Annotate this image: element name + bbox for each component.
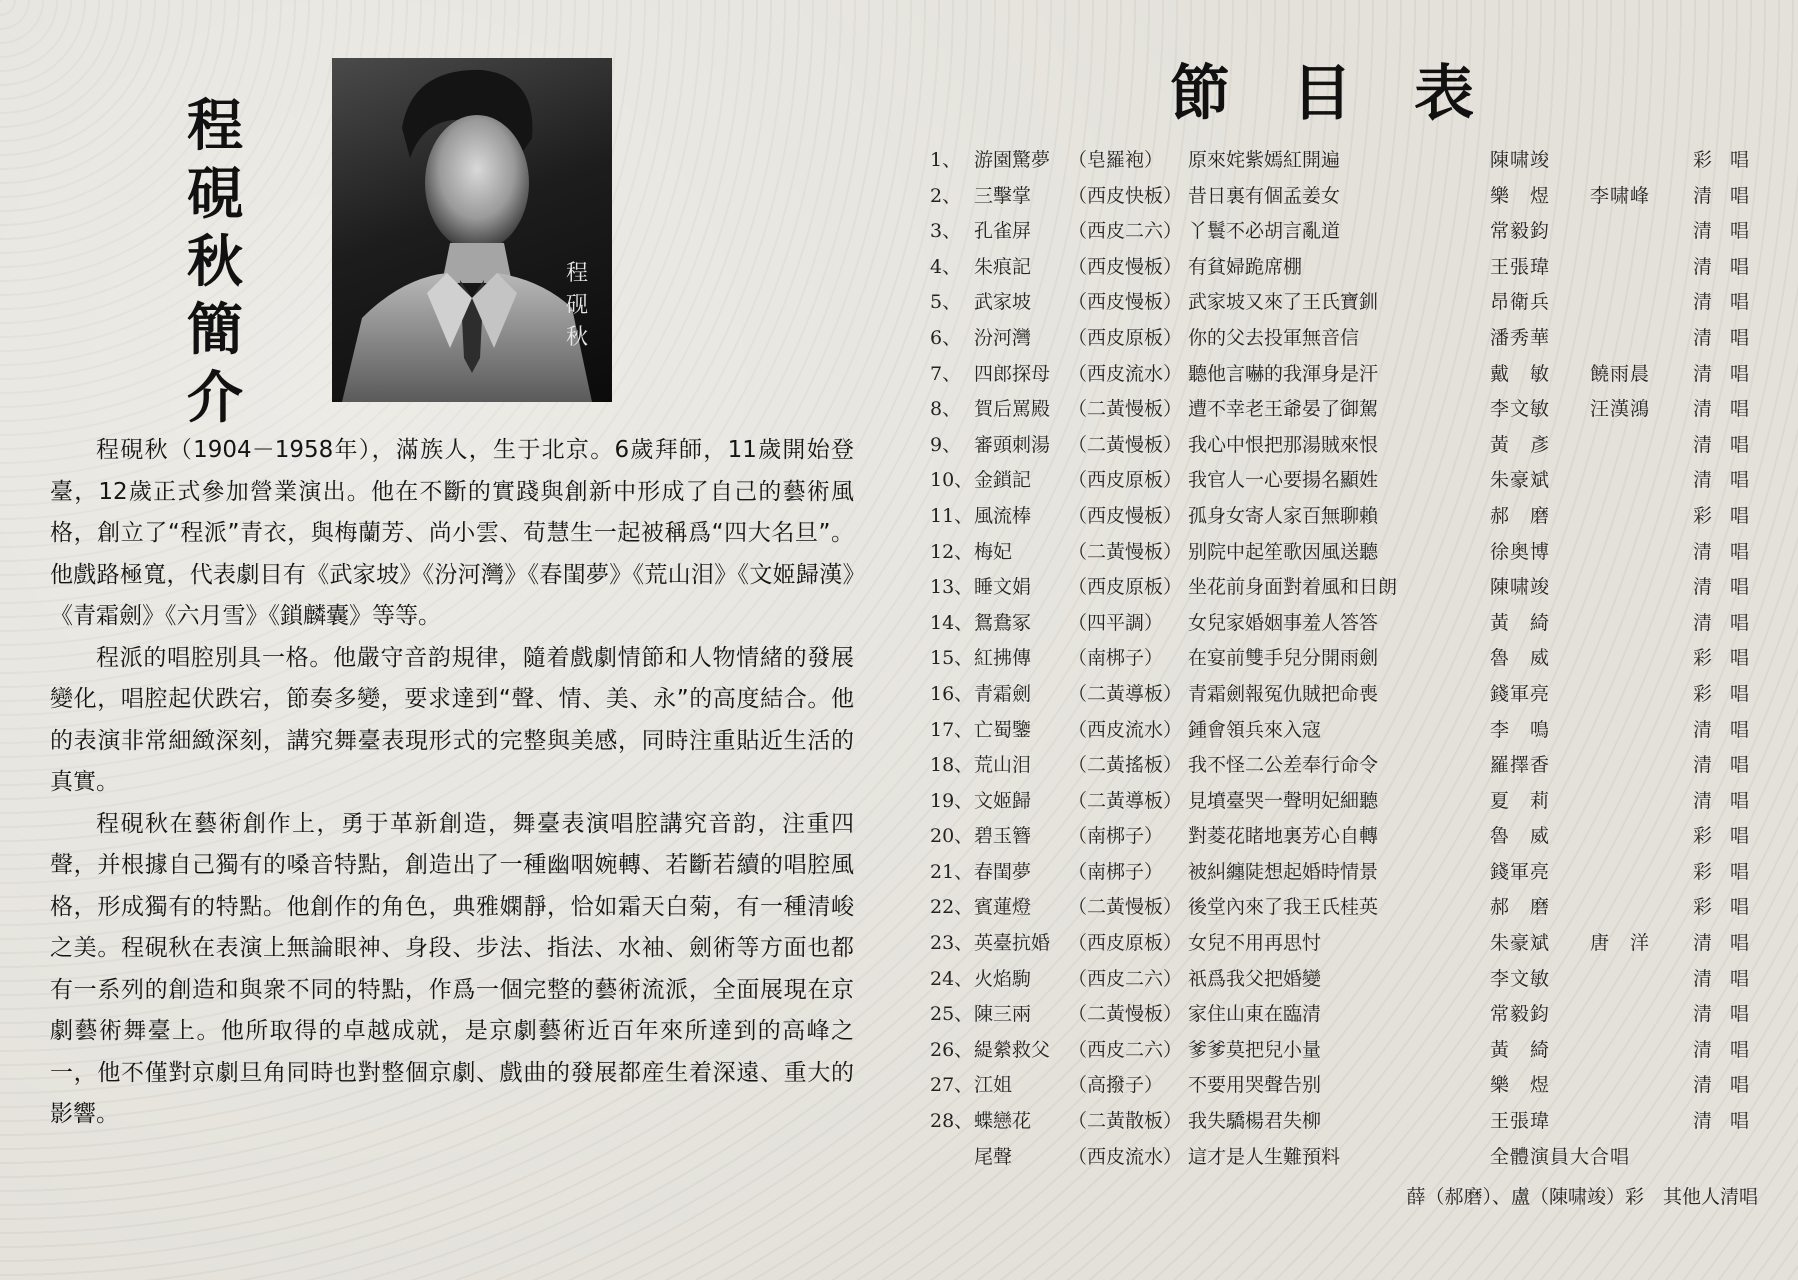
- program-tune: （西皮流水）: [1068, 718, 1183, 741]
- program-performer2: 唐 洋: [1590, 932, 1651, 955]
- program-performer: 李文敏: [1490, 967, 1551, 990]
- program-num: 7、: [930, 362, 962, 385]
- program-lyric: 我不怪二公差奉行命令: [1188, 754, 1379, 777]
- program-num: 11、: [930, 504, 974, 527]
- program-row: [930, 748, 1768, 784]
- program-row: [930, 285, 1768, 321]
- program-title: 游園驚夢: [974, 149, 1051, 171]
- program-tune: （西皮原板）: [1068, 469, 1183, 492]
- program-title: 審頭刺湯: [974, 433, 1051, 456]
- program-num: 18、: [930, 754, 974, 777]
- program-lyric: 青霜劍報冤仇賊把命喪: [1188, 682, 1379, 705]
- program-lyric: 家住山東在臨清: [1188, 1003, 1322, 1026]
- program-performer: 魯 威: [1490, 825, 1551, 848]
- program-title: 鴛鴦冢: [974, 611, 1032, 634]
- program-type: 清唱: [1693, 611, 1768, 634]
- program-num: 23、: [930, 932, 974, 955]
- program-num: 1、: [930, 149, 962, 171]
- program-lyric: 遭不幸老王爺晏了御駕: [1188, 398, 1379, 421]
- program-tune: （西皮原板）: [1068, 932, 1183, 955]
- title-char: 秋: [187, 229, 243, 295]
- program-tune: （二黃慢板）: [1068, 896, 1183, 919]
- program-type: 清唱: [1693, 1038, 1768, 1061]
- program-title: 江姐: [974, 1074, 1013, 1097]
- program-type: 彩唱: [1693, 860, 1768, 883]
- program-title: 文姬歸: [974, 789, 1032, 812]
- program-num: 24、: [930, 967, 974, 990]
- program-type: 清唱: [1693, 398, 1768, 421]
- program-footnote: 薛（郝磨）、盧（陳啸竣）彩 其他人清唱: [1406, 1186, 1758, 1208]
- program-type: 彩唱: [1693, 896, 1768, 919]
- program-row: [930, 357, 1768, 393]
- caption-char: 秋: [565, 325, 588, 350]
- program-type: 彩唱: [1693, 504, 1768, 527]
- program-performer: 戴 敏: [1490, 362, 1551, 385]
- program-num: 13、: [930, 576, 974, 599]
- program-performer: 夏 莉: [1490, 789, 1551, 812]
- program-row: [930, 463, 1768, 499]
- program-num: 19、: [930, 789, 974, 812]
- program-lyric: 有貧婦跪席棚: [1188, 255, 1303, 278]
- program-tune: （西皮慢板）: [1068, 504, 1183, 527]
- program-performer: 陳啸竣: [1490, 149, 1551, 171]
- program-num: 12、: [930, 540, 974, 563]
- program-tune: （二黃導板）: [1068, 682, 1183, 705]
- program-num: 17、: [930, 718, 974, 741]
- program-type: 清唱: [1693, 291, 1768, 314]
- program-performer: 黃 綺: [1490, 1038, 1551, 1061]
- program-num: 26、: [930, 1038, 974, 1061]
- program-performer: 羅擇香: [1490, 754, 1551, 777]
- program-num: 27、: [930, 1074, 974, 1097]
- program-title: 節目表: [1170, 59, 1536, 129]
- program-lyric: 你的父去投軍無音信: [1188, 326, 1360, 349]
- program-num: 8、: [930, 398, 962, 421]
- program-title: 金鎖記: [974, 469, 1032, 492]
- program-performer: 郝 磨: [1490, 504, 1551, 527]
- program-row: [930, 926, 1768, 962]
- program-tune: （西皮二六）: [1068, 967, 1183, 990]
- program-tune: （南梆子）: [1068, 825, 1164, 848]
- title-char: 程: [187, 93, 243, 159]
- program-num: 22、: [930, 896, 974, 919]
- program-tune: （二黃慢板）: [1068, 540, 1183, 563]
- program-tune: （皂羅袍）: [1068, 149, 1164, 171]
- program-lyric: 我心中恨把那湯賊來恨: [1188, 433, 1379, 456]
- program-type: 清唱: [1693, 220, 1768, 243]
- program-type: 清唱: [1693, 1074, 1768, 1097]
- program-row: [930, 855, 1768, 891]
- program-lyric: 後堂內來了我王氏桂英: [1188, 896, 1379, 919]
- program-row: [930, 179, 1768, 215]
- program-title: 三擊掌: [974, 184, 1032, 207]
- program-row: [930, 570, 1768, 606]
- program-title: 武家坡: [974, 291, 1032, 314]
- program-title: 緹縈救父: [974, 1038, 1051, 1061]
- program-row: [930, 392, 1768, 428]
- program-num: 15、: [930, 647, 974, 670]
- program-tune: （西皮原板）: [1068, 576, 1183, 599]
- program-lyric: 我失驕楊君失柳: [1188, 1110, 1322, 1133]
- program-type: 彩唱: [1693, 647, 1768, 670]
- program-row: [930, 962, 1768, 998]
- program-row: [930, 1140, 1760, 1176]
- program-performer: 朱豪斌: [1490, 932, 1551, 955]
- program-title: 碧玉簪: [974, 825, 1032, 848]
- program-num: 16、: [930, 682, 974, 705]
- program-performer: 錢軍亮: [1490, 682, 1551, 705]
- program-row: [930, 428, 1768, 464]
- program-lyric: 見墳臺哭一聲明妃細聽: [1188, 789, 1379, 812]
- program-performer: 魯 威: [1490, 647, 1551, 670]
- program-num: 3、: [930, 220, 962, 243]
- program-type: 彩唱: [1693, 149, 1768, 171]
- program-num: 5、: [930, 291, 962, 314]
- program-num: 6、: [930, 326, 962, 349]
- program-lyric: 祇爲我父把婚變: [1188, 967, 1322, 990]
- program-row: [930, 214, 1768, 250]
- program-title: 陳三兩: [974, 1003, 1032, 1026]
- program-title: 朱痕記: [974, 255, 1032, 278]
- program-performer: 王張瑋: [1490, 1110, 1551, 1133]
- program-performer: 樂 煜: [1490, 1074, 1551, 1097]
- program-lyric: 我官人一心要揚名顯姓: [1188, 469, 1379, 492]
- program-row: [930, 606, 1768, 642]
- program-tune: （西皮二六）: [1068, 220, 1183, 243]
- caption-char: 程: [565, 261, 588, 286]
- program-title: 蝶戀花: [974, 1110, 1032, 1133]
- title-char: 硯: [187, 161, 243, 227]
- program-performer: 黃 彥: [1490, 433, 1551, 456]
- program-title: 賀后罵殿: [974, 398, 1051, 421]
- program-type: 清唱: [1693, 932, 1768, 955]
- program-performer: 常毅鈞: [1490, 220, 1551, 243]
- program-type: 清唱: [1693, 326, 1768, 349]
- program-num: 9、: [930, 433, 962, 456]
- program-title: 梅妃: [974, 540, 1013, 563]
- program-title: 孔雀屏: [974, 220, 1032, 243]
- program-tune: （南梆子）: [1068, 647, 1164, 670]
- portrait-photo: [332, 58, 612, 402]
- program-type: 清唱: [1693, 255, 1768, 278]
- program-tune: （二黃慢板）: [1068, 398, 1183, 421]
- program-tune: （西皮流水）: [1068, 1145, 1183, 1168]
- program-title: 亡蜀鑒: [974, 718, 1032, 741]
- program-row: [930, 321, 1768, 357]
- biography-text: [50, 430, 854, 1136]
- program-tune: （西皮流水）: [1068, 362, 1183, 385]
- program-title: 尾聲: [974, 1145, 1013, 1168]
- program-lyric: 在宴前雙手兒分開雨劍: [1188, 647, 1379, 670]
- program-lyric: 原來姹紫嫣紅開遍: [1188, 149, 1341, 171]
- program-tune: （南梆子）: [1068, 860, 1164, 883]
- title-char: 介: [187, 365, 243, 431]
- program-performer2: 汪漢鴻: [1590, 398, 1651, 421]
- program-performer: 錢軍亮: [1490, 860, 1551, 883]
- program-type: 清唱: [1693, 754, 1768, 777]
- program-tune: （西皮二六）: [1068, 1038, 1183, 1061]
- program-type: 彩唱: [1693, 825, 1768, 848]
- program-lyric: 鍾會領兵來入寇: [1188, 718, 1322, 741]
- program-row: [930, 499, 1768, 535]
- program-title: 紅拂傳: [974, 647, 1032, 670]
- program-type: 清唱: [1693, 469, 1768, 492]
- program-performer2: 饒雨晨: [1590, 362, 1651, 385]
- program-title: 汾河灣: [974, 326, 1032, 349]
- program-row: [930, 1068, 1768, 1104]
- program-title: 英臺抗婚: [974, 932, 1051, 955]
- program-performer: 郝 磨: [1490, 896, 1551, 919]
- left-title: [180, 92, 250, 432]
- program-type: 清唱: [1693, 967, 1768, 990]
- program-tune: （二黃慢板）: [1068, 433, 1183, 456]
- program-title: 青霜劍: [974, 682, 1032, 705]
- program-row: [930, 713, 1768, 749]
- program-title: 荒山泪: [974, 754, 1032, 777]
- program-tune: （二黃慢板）: [1068, 1003, 1183, 1026]
- program-tune: （高撥子）: [1068, 1074, 1164, 1097]
- program-performer: 朱豪斌: [1490, 469, 1551, 492]
- program-num: 21、: [930, 860, 974, 883]
- program-list: [930, 143, 1768, 1175]
- program-performer2: 李啸峰: [1590, 184, 1651, 207]
- program-row: [930, 677, 1768, 713]
- program-performer: 李文敏: [1490, 398, 1551, 421]
- program-num: 2、: [930, 184, 962, 207]
- program-tune: （四平調）: [1068, 611, 1164, 634]
- caption-char: 砚: [565, 293, 588, 318]
- program-title: 風流棒: [974, 504, 1032, 527]
- program-type: 清唱: [1693, 1110, 1768, 1133]
- program-lyric: 聽他言嚇的我渾身是汗: [1188, 362, 1379, 385]
- program-title: 四郎探母: [974, 362, 1051, 385]
- program-title: 火焰駒: [974, 967, 1032, 990]
- program-num: 20、: [930, 825, 974, 848]
- photo-caption: [562, 258, 592, 354]
- program-lyric: 爹爹莫把兒小量: [1188, 1038, 1322, 1061]
- program-tune: （西皮慢板）: [1068, 291, 1183, 314]
- bio-paragraph: 程硯秋（1904－1958年），滿族人，生于北京。6歲拜師，11歲開始登臺，12歲正式參加營業演出。他在不斷的實踐與創新中形成了自己的藝術風格，創立了“程派”青衣，與梅蘭芳、尚小雲、荀慧生一起被稱爲“四大名旦”。他戲路極寬，代表劇目有《武家坡》《汾河灣》《春閨夢》《荒山泪》《文姬歸漢》《青霜劍》《六月雪》《鎖麟囊》等等。: [50, 437, 854, 629]
- program-lyric: 被糾纏陡想起婚時情景: [1188, 860, 1379, 883]
- program-title: 春閨夢: [974, 860, 1032, 883]
- program-tune: （西皮原板）: [1068, 326, 1183, 349]
- program-performer: 樂 煜: [1490, 184, 1551, 207]
- program-type: 清唱: [1693, 789, 1768, 812]
- program-row: [930, 819, 1768, 855]
- program-row: [930, 1033, 1768, 1069]
- program-performer: 常毅鈞: [1490, 1003, 1551, 1026]
- program-row: [930, 890, 1768, 926]
- program-num: 4、: [930, 255, 962, 278]
- program-type: 清唱: [1693, 576, 1768, 599]
- program-type: 清唱: [1693, 362, 1768, 385]
- program-lyric: 孤身女寄人家百無聊賴: [1188, 504, 1379, 527]
- program-performer: 全體演員大合唱: [1490, 1145, 1631, 1168]
- program-row: [930, 1104, 1768, 1140]
- program-lyric: 昔日裏有個孟姜女: [1188, 184, 1341, 207]
- program-lyric: 不要用哭聲告别: [1188, 1074, 1322, 1097]
- program-type: 清唱: [1693, 540, 1768, 563]
- program-type: 清唱: [1693, 433, 1768, 456]
- program-row: [930, 997, 1768, 1033]
- program-tune: （二黃搖板）: [1068, 754, 1183, 777]
- program-performer: 潘秀華: [1490, 326, 1551, 349]
- program-title: 睡文娟: [974, 576, 1032, 599]
- program-tune: （西皮快板）: [1068, 184, 1183, 207]
- program-tune: （二黃散板）: [1068, 1110, 1183, 1133]
- program-performer: 陳啸竣: [1490, 576, 1551, 599]
- program-title: 賓蓮燈: [974, 896, 1032, 919]
- program-row: [930, 641, 1768, 677]
- program-performer: 李 鳴: [1490, 718, 1551, 741]
- program-type: 清唱: [1693, 718, 1768, 741]
- program-lyric: 這才是人生難預料: [1188, 1145, 1341, 1168]
- program-row: [930, 250, 1768, 286]
- program-num: 25、: [930, 1003, 974, 1026]
- bio-paragraph: 程派的唱腔別具一格。他嚴守音韵規律，隨着戲劇情節和人物情緒的發展變化，唱腔起伏跌宕，節奏多變，要求達到“聲、情、美、永”的高度結合。他的表演非常細緻深刻，講究舞臺表現形式的完整與美感，同時注重貼近生活的真實。: [50, 644, 854, 795]
- bio-paragraph: 程硯秋在藝術創作上，勇于革新創造，舞臺表演唱腔講究音韵，注重四聲，并根據自己獨有的嗓音特點，創造出了一種幽咽婉轉、若斷若續的唱腔風格，形成獨有的特點。他創作的角色，典雅嫻靜，恰如霜天白菊，有一種清峻之美。程硯秋在表演上無論眼神、身段、步法、指法、水袖、劍術等方面也都有一系列的創造和與衆不同的特點，作爲一個完整的藝術流派，全面展現在京劇藝術舞臺上。他所取得的卓越成就，是京劇藝術近百年來所達到的高峰之一，他不僅對京劇旦角同時也對整個京劇、戲曲的發展都産生着深遠、重大的影響。: [50, 810, 854, 1127]
- program-performer: 王張瑋: [1490, 255, 1551, 278]
- program-lyric: 女兒家婚姻事羞人答答: [1188, 611, 1379, 634]
- program-num: 14、: [930, 611, 974, 634]
- program-type: 清唱: [1693, 184, 1768, 207]
- program-row: [930, 143, 1768, 179]
- program-lyric: 坐花前身面對着風和日朗: [1188, 576, 1398, 599]
- program-tune: （二黃導板）: [1068, 789, 1183, 812]
- program-lyric: 武家坡又來了王氏寶釧: [1188, 291, 1379, 314]
- program-performer: 昂衛兵: [1490, 291, 1551, 314]
- program-type: 清唱: [1693, 1003, 1768, 1026]
- program-num: 28、: [930, 1110, 974, 1133]
- program-type: 彩唱: [1693, 682, 1768, 705]
- program-row: [930, 784, 1768, 820]
- title-char: 簡: [187, 297, 243, 363]
- program-lyric: 别院中起笙歌因風送聽: [1188, 540, 1379, 563]
- program-performer: 徐奥博: [1490, 540, 1551, 563]
- program-row: [930, 535, 1768, 571]
- program-lyric: 女兒不用再思忖: [1188, 932, 1322, 955]
- program-lyric: 丫鬟不必胡言亂道: [1188, 220, 1341, 243]
- program-num: 10、: [930, 469, 974, 492]
- program-tune: （西皮慢板）: [1068, 255, 1183, 278]
- program-performer: 黃 綺: [1490, 611, 1551, 634]
- program-lyric: 對菱花睹地裏芳心自轉: [1188, 825, 1379, 848]
